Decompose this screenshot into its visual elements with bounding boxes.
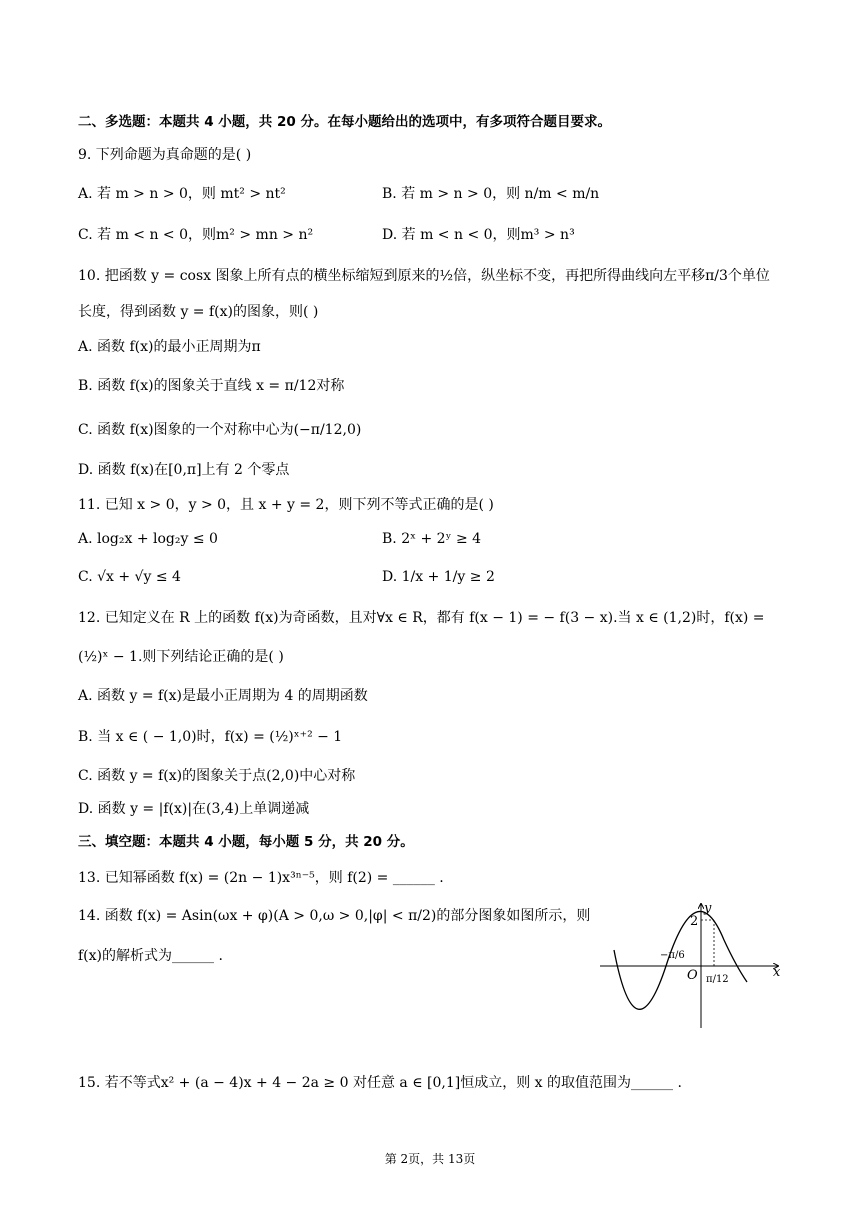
q12-option-a: A. 函数 y = f(x)是最小正周期为 4 的周期函数 (78, 688, 368, 704)
q10-option-b: B. 函数 f(x)的图象关于直线 x = π/12对称 (78, 378, 345, 394)
q11-option-b: B. 2ˣ + 2ʸ ≥ 4 (382, 531, 482, 547)
q12-option-c: C. 函数 y = f(x)的图象关于点(2,0)中心对称 (78, 768, 356, 784)
q10-option-a: A. 函数 f(x)的最小正周期为π (78, 339, 261, 355)
section-3-heading: 三、填空题：本题共 4 小题，每小题 5 分，共 20 分。 (78, 834, 414, 850)
q12-stem-1: 12. 已知定义在 R 上的函数 f(x)为奇函数，且对∀x ∈ R，都有 f(x − 1) = − f(3 − x).当 x ∈ (1,2)时，f(x) = (78, 610, 765, 626)
q10-option-d: D. 函数 f(x)在[0,π]上有 2 个零点 (78, 462, 290, 478)
q10-stem-1: 10. 把函数 y = cosx 图象上所有点的横坐标缩短到原来的½倍，纵坐标不变，再把所得曲线向左平移π/3个单位 (78, 268, 770, 284)
section-2-heading: 二、多选题：本题共 4 小题，共 20 分。在每小题给出的选项中，有多项符合题目要求。 (78, 114, 611, 130)
q9-option-d: D. 若 m < n < 0，则m³ > n³ (382, 227, 575, 243)
x-axis-label: x (773, 965, 781, 980)
q11-option-c: C. √x + √y ≤ 4 (78, 569, 181, 585)
q14-stem-1: 14. 函数 f(x) = Asin(ωx + φ)(A > 0,ω > 0,|φ| < π/2)的部分图象如图所示，则 (78, 908, 591, 924)
q11-option-d: D. 1/x + 1/y ≥ 2 (382, 569, 495, 585)
q9-stem: 9. 下列命题为真命题的是( ) (78, 147, 252, 163)
q13-stem: 13. 已知幂函数 f(x) = (2n − 1)x³ⁿ⁻⁵，则 f(2) = ______ . (78, 870, 444, 886)
q14-stem-2: f(x)的解析式为______ . (78, 948, 223, 964)
x-right-tick-label: π/12 (706, 974, 729, 985)
q10-stem-2: 长度，得到函数 y = f(x)的图象，则( ) (78, 304, 319, 320)
q9-option-b: B. 若 m > n > 0，则 n/m < m/n (382, 186, 600, 202)
q12-stem-2: (½)ˣ − 1.则下列结论正确的是( ) (78, 649, 284, 665)
page-footer: 第 2页，共 13页 (384, 1152, 476, 1166)
q9-option-c: C. 若 m < n < 0，则m² > mn > n² (78, 227, 314, 243)
q10-option-c: C. 函数 f(x)图象的一个对称中心为(−π/12,0) (78, 422, 362, 438)
x-left-tick-label: −π/6 (660, 950, 685, 961)
q12-option-d: D. 函数 y = |f(x)|在(3,4)上单调递减 (78, 801, 310, 817)
q11-stem: 11. 已知 x > 0，y > 0，且 x + y = 2，则下列不等式正确的是( ) (78, 497, 494, 513)
q9-option-a: A. 若 m > n > 0，则 mt² > nt² (78, 186, 286, 202)
q12-option-b: B. 当 x ∈ ( − 1,0)时，f(x) = (½)ˣ⁺² − 1 (78, 729, 343, 745)
origin-label: O (687, 968, 698, 983)
q14-sine-graph (598, 900, 788, 1032)
q15-stem: 15. 若不等式x² + (a − 4)x + 4 − 2a ≥ 0 对任意 a ∈ [0,1]恒成立，则 x 的取值范围为______ . (78, 1075, 682, 1091)
amplitude-label: 2 (690, 914, 699, 929)
q11-option-a: A. log₂x + log₂y ≤ 0 (78, 531, 218, 547)
y-axis-label: y (704, 901, 712, 916)
